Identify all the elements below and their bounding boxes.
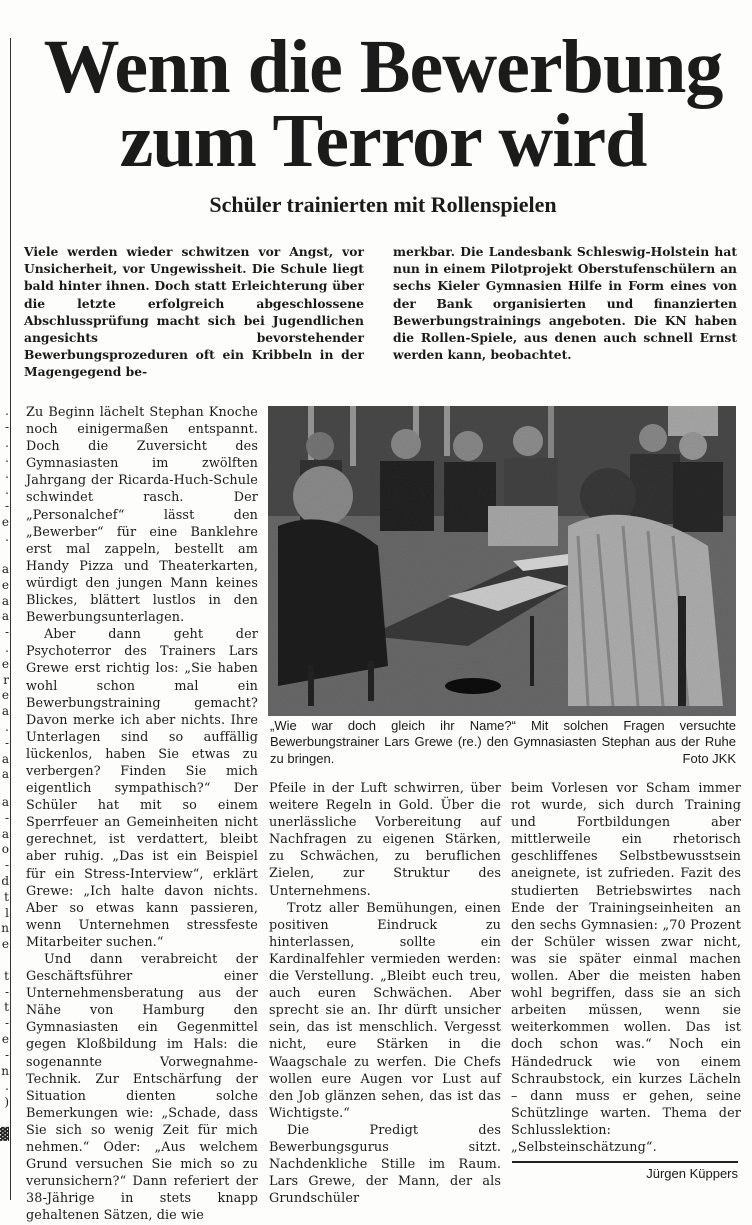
lead-paragraph-part-2: merkbar. Die Landesbank Schleswig-Holstein hat nun in einem Pilotprojekt Oberstufenschülern an sechs Kieler Gymnasien Hilfe in Form eines von der Bank organisierten und finanzierten Bewerbungstrainings angeboten. Die KN haben die Rollen-Spiele, aus denen auch schnell Ernst werden kann, beobachtet. bbox=[393, 244, 737, 363]
margin-fragment-char: a bbox=[1, 751, 9, 766]
margin-fragment-char: - bbox=[4, 984, 9, 999]
margin-fragment-char: a bbox=[1, 609, 9, 624]
margin-fragment-char bbox=[0, 953, 9, 969]
margin-fragment-char: - bbox=[4, 625, 9, 640]
margin-fragment-char: a bbox=[1, 795, 9, 809]
margin-fragment-char: - bbox=[4, 1016, 9, 1031]
margin-fragment-char: - bbox=[4, 498, 9, 513]
margin-fragment-char: a bbox=[1, 704, 9, 719]
margin-fragment-char: n bbox=[1, 1063, 9, 1078]
body-paragraph: Aber dann geht der Psychoterror des Trainers Lars Grewe erst richtig los: „Sie haben wohl schon mal ein Bewerbungstraining gemacht? Davon merke ich aber nichts. Ihre Unterlagen sind so auffällig lückenlos, haben Sie etwas zu verbergen? Finden Sie mich eigentlich sympathisch?“ Der Schüler hat mit so einem Sperrfeuer an Gemeinheiten nicht gerechnet, ist verdattert, bleibt aber ruhig. „Das ist ein Beispiel für ein Stress-Interview“, erklärt Grewe: „Ich halte davon nichts. Aber so etwas kann passieren, wenn Unternehmen stressfeste Mitarbeiter suchen.“ bbox=[26, 627, 258, 950]
margin-fragment-char: . bbox=[5, 451, 9, 466]
body-paragraph: Zu Beginn lächelt Stephan Knoche noch einigermaßen entspannt. Doch die Zuversicht des Gymnasiasten im zwölften Jahrgang der Ricarda-Huch-Schule schwindet rasch. Der „Personalchef“ lässt den „Bewerber“ für eine Banklehre erst mal zappeln, bestellt am Handy Pizza und Theaterkarten, würdigt den jungen Mann keines Blickes, blättert lustlos in den Bewerbungsunterlagen. bbox=[26, 405, 258, 626]
adjacent-article-fragment-top bbox=[0, 404, 9, 783]
margin-fragment-char: n bbox=[1, 921, 9, 936]
body-column-2 bbox=[269, 780, 501, 1207]
margin-fragment-char: e bbox=[1, 656, 9, 671]
headline bbox=[14, 25, 752, 183]
margin-fragment-char: - bbox=[4, 419, 9, 434]
margin-fragment-char: - bbox=[4, 735, 9, 750]
margin-fragment-char: t bbox=[4, 1000, 9, 1015]
margin-fragment-char: o bbox=[1, 842, 9, 857]
margin-fragment-char: a bbox=[1, 826, 9, 841]
margin-fragment-char: e bbox=[1, 937, 9, 952]
body-column-3 bbox=[511, 780, 741, 1156]
margin-fragment-char: - bbox=[4, 1047, 9, 1062]
margin-fragment-char: . bbox=[5, 482, 9, 497]
body-column-1 bbox=[26, 404, 258, 1225]
headline-line-2: zum Terror wird bbox=[119, 99, 647, 183]
margin-fragment-char: . bbox=[5, 640, 9, 655]
margin-fragment-char: - bbox=[4, 810, 9, 825]
body-paragraph: Pfeile in der Luft schwirren, über weitere Regeln in Gold. Über die unerlässliche Vorbereitung auf Nachfragen zu eigenen Stärken, zu Schwächen, zu beruflichen Zielen, zur Struktur des Unternehmens. bbox=[269, 781, 501, 899]
margin-fragment-char: a bbox=[1, 561, 9, 576]
margin-fragment-char bbox=[0, 546, 9, 562]
margin-fragment-char: . bbox=[5, 435, 9, 450]
caption-text: „Wie war doch gleich ihr Name?“ Mit solchen Fragen versuchte Bewerbungstrainer Lars Grewe (re.) den Gymnasiasten Stephan aus der Ruhe zu bringen. bbox=[270, 718, 736, 766]
body-paragraph: Und dann verabreicht der Geschäftsführer einer Unternehmensberatung aus der Nähe von Hamburg den Gymnasiasten ein Gegenmittel gegen Kloßbildung im Hals: die sogenannte Vorwegnahme-Technik. Zur Entschärfung der Situation dienten solche Bemerkungen wie: „Schade, dass Sie sich so wenig Zeit für mich nehmen.“ Oder: „Aus welchem Grund versuchen Sie mich so zu verunsichern?“ Dann referiert der 38-Jährige in stets knapp gehaltenen Sätzen, die wie bbox=[26, 952, 258, 1224]
lead-paragraph-part-1: Viele werden wieder schwitzen vor Angst, vor Unsicherheit, vor Ungewissheit. Die Schule liegt bald hinter ihnen. Doch statt Erleichterung über die letzte erfolgreich abgeschlossene Abschlussprüfung macht sich bei Jugendlichen angesichts bevorstehender Bewerbungsprozeduren oft ein Kribbeln in der Magengegend be- bbox=[24, 244, 364, 380]
headline-line-1: Wenn die Bewerbung bbox=[43, 25, 723, 109]
margin-fragment-char: . bbox=[5, 467, 9, 482]
margin-fragment-char: e bbox=[1, 514, 9, 529]
margin-fragment-char: l bbox=[5, 905, 9, 920]
margin-fragment-char: . bbox=[5, 719, 9, 734]
margin-fragment-char: a bbox=[1, 767, 9, 782]
margin-fragment-char: ) bbox=[4, 1095, 9, 1110]
byline-rule bbox=[512, 1161, 738, 1163]
margin-fragment-char: e bbox=[1, 688, 9, 703]
photo-illustration bbox=[268, 406, 736, 716]
body-paragraph: Trotz aller Bemühungen, einen positiven Eindruck zu hinterlassen, sollte ein Kardinalfehler vermieden werden: die Verstellung. „Bleibt euch treu, auch euren Schwächen. Aber sprecht sie an. Ihr dürft unsicher sein, das ist menschlich. Vergesst nicht, eure Stärken in die Waagschale zu werfen. Die Chefs wollen eure Augen vor Lust auf den Job glänzen sehen, das ist das Wichtigste.“ bbox=[269, 900, 501, 1121]
column-divider-rule bbox=[10, 38, 11, 1200]
margin-fragment-char: . bbox=[5, 1079, 9, 1094]
margin-fragment-char: a bbox=[1, 593, 9, 608]
margin-fragment-char: r bbox=[3, 672, 9, 687]
margin-fragment-char: . bbox=[5, 404, 9, 418]
margin-fragment-char: . bbox=[5, 530, 9, 545]
margin-fragment-char: t bbox=[4, 889, 9, 904]
photo-credit: Foto JKK bbox=[682, 750, 736, 766]
margin-fragment-char: d bbox=[1, 873, 9, 888]
photo-caption bbox=[270, 718, 736, 767]
margin-fragment-char: e bbox=[1, 577, 9, 592]
body-paragraph: Die Predigt des Bewerbungsgurus sitzt. Nachdenkliche Stille im Raum. Lars Grewe, der Mann, der als Grundschüler bbox=[269, 1122, 501, 1207]
adjacent-article-fragment-bottom bbox=[0, 795, 9, 1143]
margin-fragment-char bbox=[0, 1111, 9, 1127]
margin-fragment-char: e bbox=[1, 1031, 9, 1046]
margin-fragment-char: ▓ bbox=[0, 1126, 9, 1141]
subheadline: Schüler trainierten mit Rollenspielen bbox=[209, 192, 557, 217]
margin-fragment-char: - bbox=[4, 858, 9, 873]
margin-fragment-char: t bbox=[4, 968, 9, 983]
article-photo bbox=[268, 406, 736, 716]
body-paragraph: beim Vorlesen vor Scham immer rot wurde, sich durch Training und Fortbildungen aber mittlerweile ein rhetorisch geschliffenes Selbstbewusstsein aneignete, ist zufrieden. Fazit des studierten Betriebswirtes nach Ende der Trainingseinheiten an den sechs Gymnasien: „70 Prozent der Schüler wissen zwar nicht, was sie später einmal machen wollen. Aber die meisten haben wohl begriffen, dass sie an sich arbeiten müssen, wenn sie weiterkommen wollen. Das ist doch schon was.“ Noch ein Händedruck wie von einem Schraubstock, ein kurzes Lächeln – dann muss er gehen, seine Schützlinge warten. Thema der Schlusslektion: „Selbsteinschätzung“. bbox=[511, 781, 741, 1155]
author-byline: Jürgen Küppers bbox=[646, 1166, 738, 1181]
